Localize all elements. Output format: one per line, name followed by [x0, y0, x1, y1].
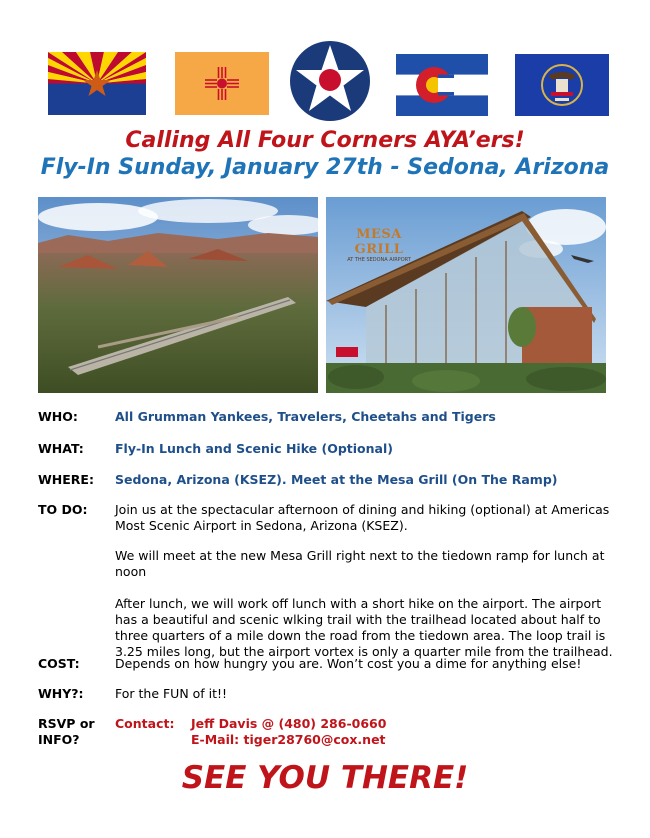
todo-value	[115, 502, 615, 674]
why-label: WHY?:	[38, 686, 84, 701]
flag-row	[0, 40, 650, 120]
contact-phone: Jeff Davis @ (480) 286-0660	[191, 716, 387, 731]
contact-email[interactable]: E-Mail: tiger28760@cox.net	[191, 732, 386, 747]
star-roundel-icon	[289, 40, 371, 122]
todo-paragraph-1: Join us at the spectacular afternoon of dining and hiking (optional) at Americas Most Scenic Airport in Sedona, Arizona (KSEZ).	[115, 502, 610, 533]
sedona-airport-photo	[38, 197, 318, 393]
utah-flag-icon	[515, 54, 609, 116]
todo-paragraph-2: We will meet at the new Mesa Grill right next to the tiedown ramp for lunch at noon	[115, 548, 605, 579]
new-mexico-flag-icon	[175, 52, 269, 115]
what-value: Fly-In Lunch and Scenic Hike (Optional)	[115, 441, 393, 456]
todo-paragraph-3: After lunch, we will work off lunch with a short hike on the airport. The airport has a beautiful and scenic wlking trail with the trailhead located about half to three quarters of a mile down the road from the tiedown area. The loop trail is 3.25 miles long, but the airport vortex is only a quarter mile from the trailhead.	[115, 596, 613, 659]
cost-value: Depends on how hungry you are. Won’t cost you a dime for anything else!	[115, 656, 582, 671]
rsvp-label-line1: RSVP or	[38, 716, 95, 731]
mesa-grill-sign-sub: AT THE SEDONA AIRPORT	[347, 257, 411, 263]
where-value: Sedona, Arizona (KSEZ). Meet at the Mesa Grill (On The Ramp)	[115, 472, 558, 487]
where-label: WHERE:	[38, 472, 94, 487]
who-label: WHO:	[38, 409, 78, 424]
rsvp-label	[38, 716, 116, 748]
rsvp-label-line2: INFO?	[38, 732, 80, 747]
headline-fly-in-date: Fly-In Sunday, January 27th - Sedona, Arizona	[40, 155, 610, 180]
mesa-grill-sign	[334, 227, 424, 263]
colorado-flag-icon	[396, 54, 488, 116]
what-label: WHAT:	[38, 441, 84, 456]
mesa-grill-photo	[326, 197, 606, 393]
why-value: For the FUN of it!!	[115, 686, 228, 701]
mesa-grill-sign-main: MESA GRILL	[354, 227, 404, 257]
todo-label: TO DO:	[38, 502, 88, 517]
rsvp-row	[38, 716, 608, 750]
headline-calling-all: Calling All Four Corners AYA’ers!	[125, 128, 525, 153]
arizona-flag-icon	[48, 52, 146, 115]
contact-label: Contact:	[115, 716, 175, 731]
who-value: All Grumman Yankees, Travelers, Cheetahs and Tigers	[115, 409, 496, 424]
cost-label: COST:	[38, 656, 80, 671]
see-you-there-banner: SEE YOU THERE!	[181, 760, 469, 796]
